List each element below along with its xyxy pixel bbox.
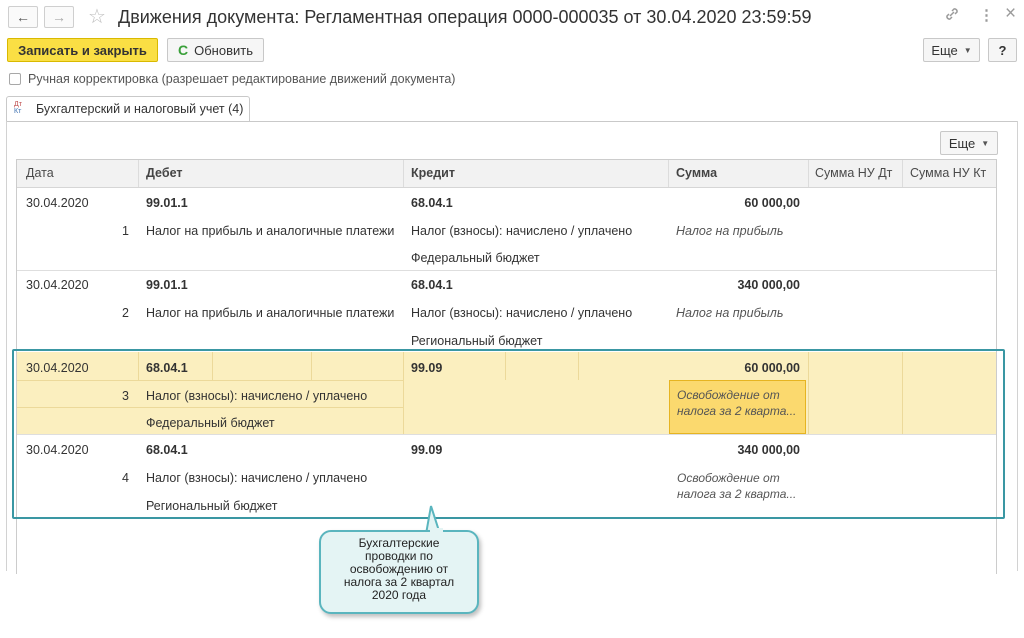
chevron-down-icon: ▼ bbox=[981, 138, 990, 148]
refresh-button[interactable] bbox=[167, 38, 264, 62]
chevron-down-icon: ▼ bbox=[963, 45, 972, 55]
link-icon[interactable] bbox=[944, 6, 960, 26]
row-date: 30.04.2020 bbox=[26, 196, 89, 210]
amount: 60 000,00 bbox=[744, 361, 800, 375]
posting-content: Освобождение от bbox=[677, 471, 780, 485]
column-header-credit[interactable]: Кредит bbox=[411, 166, 455, 180]
more-vertical-icon[interactable]: ⋮ bbox=[979, 7, 994, 24]
column-divider bbox=[138, 160, 139, 187]
refresh-label: Обновить bbox=[194, 42, 253, 58]
panel-border-left bbox=[6, 121, 7, 571]
manual-edit-label: Ручная корректировка (разрешает редактирование движений документа) bbox=[28, 72, 456, 86]
column-divider bbox=[403, 160, 404, 187]
column-header-date[interactable]: Дата bbox=[26, 166, 54, 180]
save-and-close-button[interactable] bbox=[7, 38, 158, 62]
amount: 60 000,00 bbox=[744, 196, 800, 210]
help-button[interactable] bbox=[988, 38, 1017, 62]
posting-content-2: налога за 2 кварта... bbox=[677, 487, 797, 501]
arrow-right-icon: → bbox=[52, 9, 66, 25]
page-title: Движения документа: Регламентная операция 0000-000035 от 30.04.2020 23:59:59 bbox=[118, 7, 812, 27]
table-more-label: Еще bbox=[948, 135, 976, 151]
column-divider bbox=[808, 160, 809, 187]
credit-account: 68.04.1 bbox=[411, 278, 453, 292]
row-number: 1 bbox=[122, 224, 129, 238]
debit-subconto: Налог на прибыль и аналогичные платежи bbox=[146, 224, 395, 238]
credit-account: 99.09 bbox=[411, 361, 443, 375]
back-button[interactable] bbox=[8, 6, 38, 28]
amount: 340 000,00 bbox=[737, 443, 800, 457]
row-number: 4 bbox=[122, 471, 129, 485]
posting-content: Освобождение от bbox=[677, 388, 780, 402]
forward-button[interactable] bbox=[44, 6, 74, 28]
amount: 340 000,00 bbox=[737, 278, 800, 292]
table-more-button[interactable] bbox=[940, 131, 998, 155]
debit-subconto-2: Региональный бюджет bbox=[146, 499, 278, 513]
annotation-outline bbox=[12, 349, 1005, 519]
credit-subconto: Налог (взносы): начислено / уплачено bbox=[411, 306, 633, 320]
debit-credit-icon: Дт Кт bbox=[14, 101, 22, 115]
debit-subconto-2: Федеральный бюджет bbox=[146, 416, 275, 430]
tab-divider bbox=[6, 121, 1018, 122]
row-date: 30.04.2020 bbox=[26, 278, 89, 292]
credit-subconto-2: Федеральный бюджет bbox=[411, 251, 540, 265]
credit-account: 68.04.1 bbox=[411, 196, 453, 210]
row-number: 3 bbox=[122, 389, 129, 403]
more-label: Еще bbox=[931, 42, 958, 58]
tab-accounting-label: Бухгалтерский и налоговый учет (4) bbox=[36, 102, 244, 116]
more-button[interactable] bbox=[923, 38, 980, 62]
manual-edit-checkbox[interactable] bbox=[9, 73, 21, 85]
debit-subconto: Налог на прибыль и аналогичные платежи bbox=[146, 306, 395, 320]
column-header-debit[interactable]: Дебет bbox=[146, 166, 183, 180]
credit-subconto-2: Региональный бюджет bbox=[411, 334, 543, 348]
credit-account: 99.09 bbox=[411, 443, 443, 457]
save-and-close-label: Записать и закрыть bbox=[18, 42, 147, 58]
debit-account: 99.01.1 bbox=[146, 278, 188, 292]
debit-subconto: Налог (взносы): начислено / уплачено bbox=[146, 389, 368, 403]
credit-subconto: Налог (взносы): начислено / уплачено bbox=[411, 224, 633, 238]
close-icon[interactable]: × bbox=[1005, 3, 1017, 24]
annotation-callout bbox=[319, 530, 479, 614]
refresh-icon: C bbox=[178, 42, 189, 58]
column-header-amount[interactable]: Сумма bbox=[676, 166, 718, 180]
debit-account: 68.04.1 bbox=[146, 443, 188, 457]
column-header-amount-tax-dt[interactable]: Сумма НУ Дт bbox=[815, 166, 893, 180]
panel-border-right bbox=[1017, 121, 1018, 571]
star-icon[interactable]: ☆ bbox=[88, 6, 106, 28]
row-date: 30.04.2020 bbox=[26, 361, 89, 375]
callout-text: Бухгалтерские проводки по освобождению от налога за 2 квартал 2020 года bbox=[343, 536, 455, 602]
debit-subconto: Налог (взносы): начислено / уплачено bbox=[146, 471, 368, 485]
debit-account: 99.01.1 bbox=[146, 196, 188, 210]
column-divider bbox=[668, 160, 669, 187]
row-divider bbox=[17, 270, 996, 271]
column-divider bbox=[902, 160, 903, 187]
row-date: 30.04.2020 bbox=[26, 443, 89, 457]
row-number: 2 bbox=[122, 306, 129, 320]
arrow-left-icon: ← bbox=[16, 9, 30, 25]
callout-pointer-join bbox=[430, 528, 443, 534]
help-label: ? bbox=[998, 42, 1007, 58]
column-header-amount-tax-kt[interactable]: Сумма НУ Кт bbox=[910, 166, 987, 180]
posting-content: Налог на прибыль bbox=[676, 224, 784, 238]
debit-account: 68.04.1 bbox=[146, 361, 188, 375]
posting-content: Налог на прибыль bbox=[676, 306, 784, 320]
posting-content-2: налога за 2 кварта... bbox=[677, 404, 797, 418]
